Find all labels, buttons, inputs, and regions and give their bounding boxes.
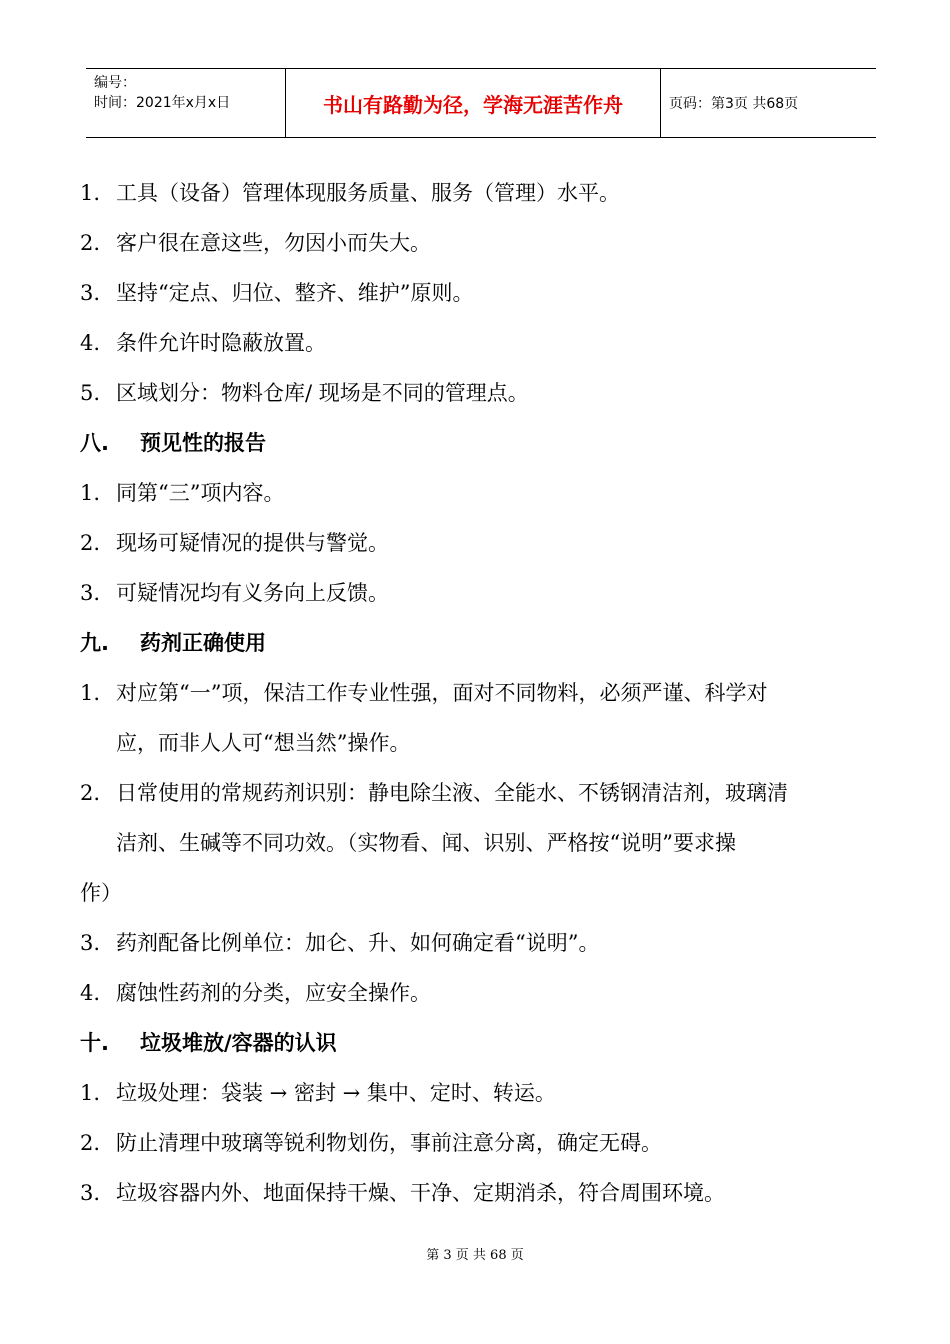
item-text: 腐蚀性药剂的分类，应安全操作。: [116, 981, 431, 1005]
item-number: 4.: [80, 981, 101, 1005]
item-text: 客户很在意这些，勿因小而失大。: [116, 231, 431, 255]
item-number: 1.: [80, 681, 101, 705]
item-number: 3.: [80, 1181, 101, 1205]
document-body: [80, 168, 890, 1218]
item-number: 1.: [80, 1081, 101, 1105]
list-item: [80, 1068, 890, 1118]
header-number: 编号：: [94, 75, 136, 91]
section-number: 八.: [80, 431, 109, 455]
item-number: 4.: [80, 331, 101, 355]
item-number: 3.: [80, 931, 101, 955]
section-number: 九.: [80, 631, 109, 655]
item-text: 工具（设备）管理体现服务质量、服务（管理）水平。: [116, 181, 620, 205]
item-number: 1.: [80, 481, 101, 505]
section-heading: [80, 418, 890, 468]
list-item: [80, 768, 890, 818]
list-item: [80, 968, 890, 1018]
section-heading: [80, 618, 890, 668]
list-item: [80, 218, 890, 268]
item-number: 2.: [80, 781, 101, 805]
section-title: 药剂正确使用: [140, 631, 266, 655]
list-item-continuation: 作）: [80, 881, 122, 905]
item-number: 2.: [80, 531, 101, 555]
item-text: 现场可疑情况的提供与警觉。: [116, 531, 389, 555]
header-meta: [86, 69, 286, 137]
list-item-continuation: 应，而非人人可“想当然”操作。: [116, 731, 411, 755]
item-text: 垃圾处理：袋装 → 密封 → 集中、定时、转运。: [116, 1081, 556, 1105]
header-page-number: 页码：第3页 共68页: [669, 96, 799, 112]
item-number: 2.: [80, 1131, 101, 1155]
item-text: 坚持“定点、归位、整齐、维护”原则。: [116, 281, 474, 305]
list-item: [80, 918, 890, 968]
list-item: [80, 168, 890, 218]
page-header: [86, 68, 876, 138]
item-number: 3.: [80, 581, 101, 605]
list-item: [80, 268, 890, 318]
list-item: [80, 518, 890, 568]
item-text: 药剂配备比例单位：加仑、升、如何确定看“说明”。: [116, 931, 600, 955]
item-text: 对应第“一”项，保洁工作专业性强，面对不同物料，必须严谨、科学对: [116, 681, 768, 705]
item-text: 区域划分：物料仓库/ 现场是不同的管理点。: [116, 381, 529, 405]
item-number: 3.: [80, 281, 101, 305]
item-number: 1.: [80, 181, 101, 205]
item-text: 日常使用的常规药剂识别：静电除尘液、全能水、不锈钢清洁剂，玻璃清: [116, 781, 788, 805]
item-number: 5.: [80, 381, 101, 405]
page-footer: 第 3 页 共 68 页: [426, 1248, 524, 1263]
list-item: [80, 468, 890, 518]
item-text: 可疑情况均有义务向上反馈。: [116, 581, 389, 605]
item-text: 同第“三”项内容。: [116, 481, 285, 505]
list-item: [80, 318, 890, 368]
list-item: [80, 368, 890, 418]
item-text: 条件允许时隐蔽放置。: [116, 331, 326, 355]
list-item: [80, 1168, 890, 1218]
item-text: 垃圾容器内外、地面保持干燥、干净、定期消杀，符合周围环境。: [116, 1181, 725, 1205]
list-item-continuation: 洁剂、生碱等不同功效。（实物看、闻、识别、严格按“说明”要求操: [116, 831, 736, 855]
section-title: 预见性的报告: [140, 431, 266, 455]
item-text: 防止清理中玻璃等锐利物划伤，事前注意分离，确定无碍。: [116, 1131, 662, 1155]
header-date: 时间：2021年x月x日: [94, 95, 231, 111]
list-item: [80, 668, 890, 718]
list-item: [80, 568, 890, 618]
section-title: 垃圾堆放/容器的认识: [140, 1031, 337, 1055]
item-number: 2.: [80, 231, 101, 255]
list-item: [80, 1118, 890, 1168]
section-heading: [80, 1018, 890, 1068]
section-number: 十.: [80, 1031, 109, 1055]
header-motto: 书山有路勤为径，学海无涯苦作舟: [286, 69, 661, 137]
